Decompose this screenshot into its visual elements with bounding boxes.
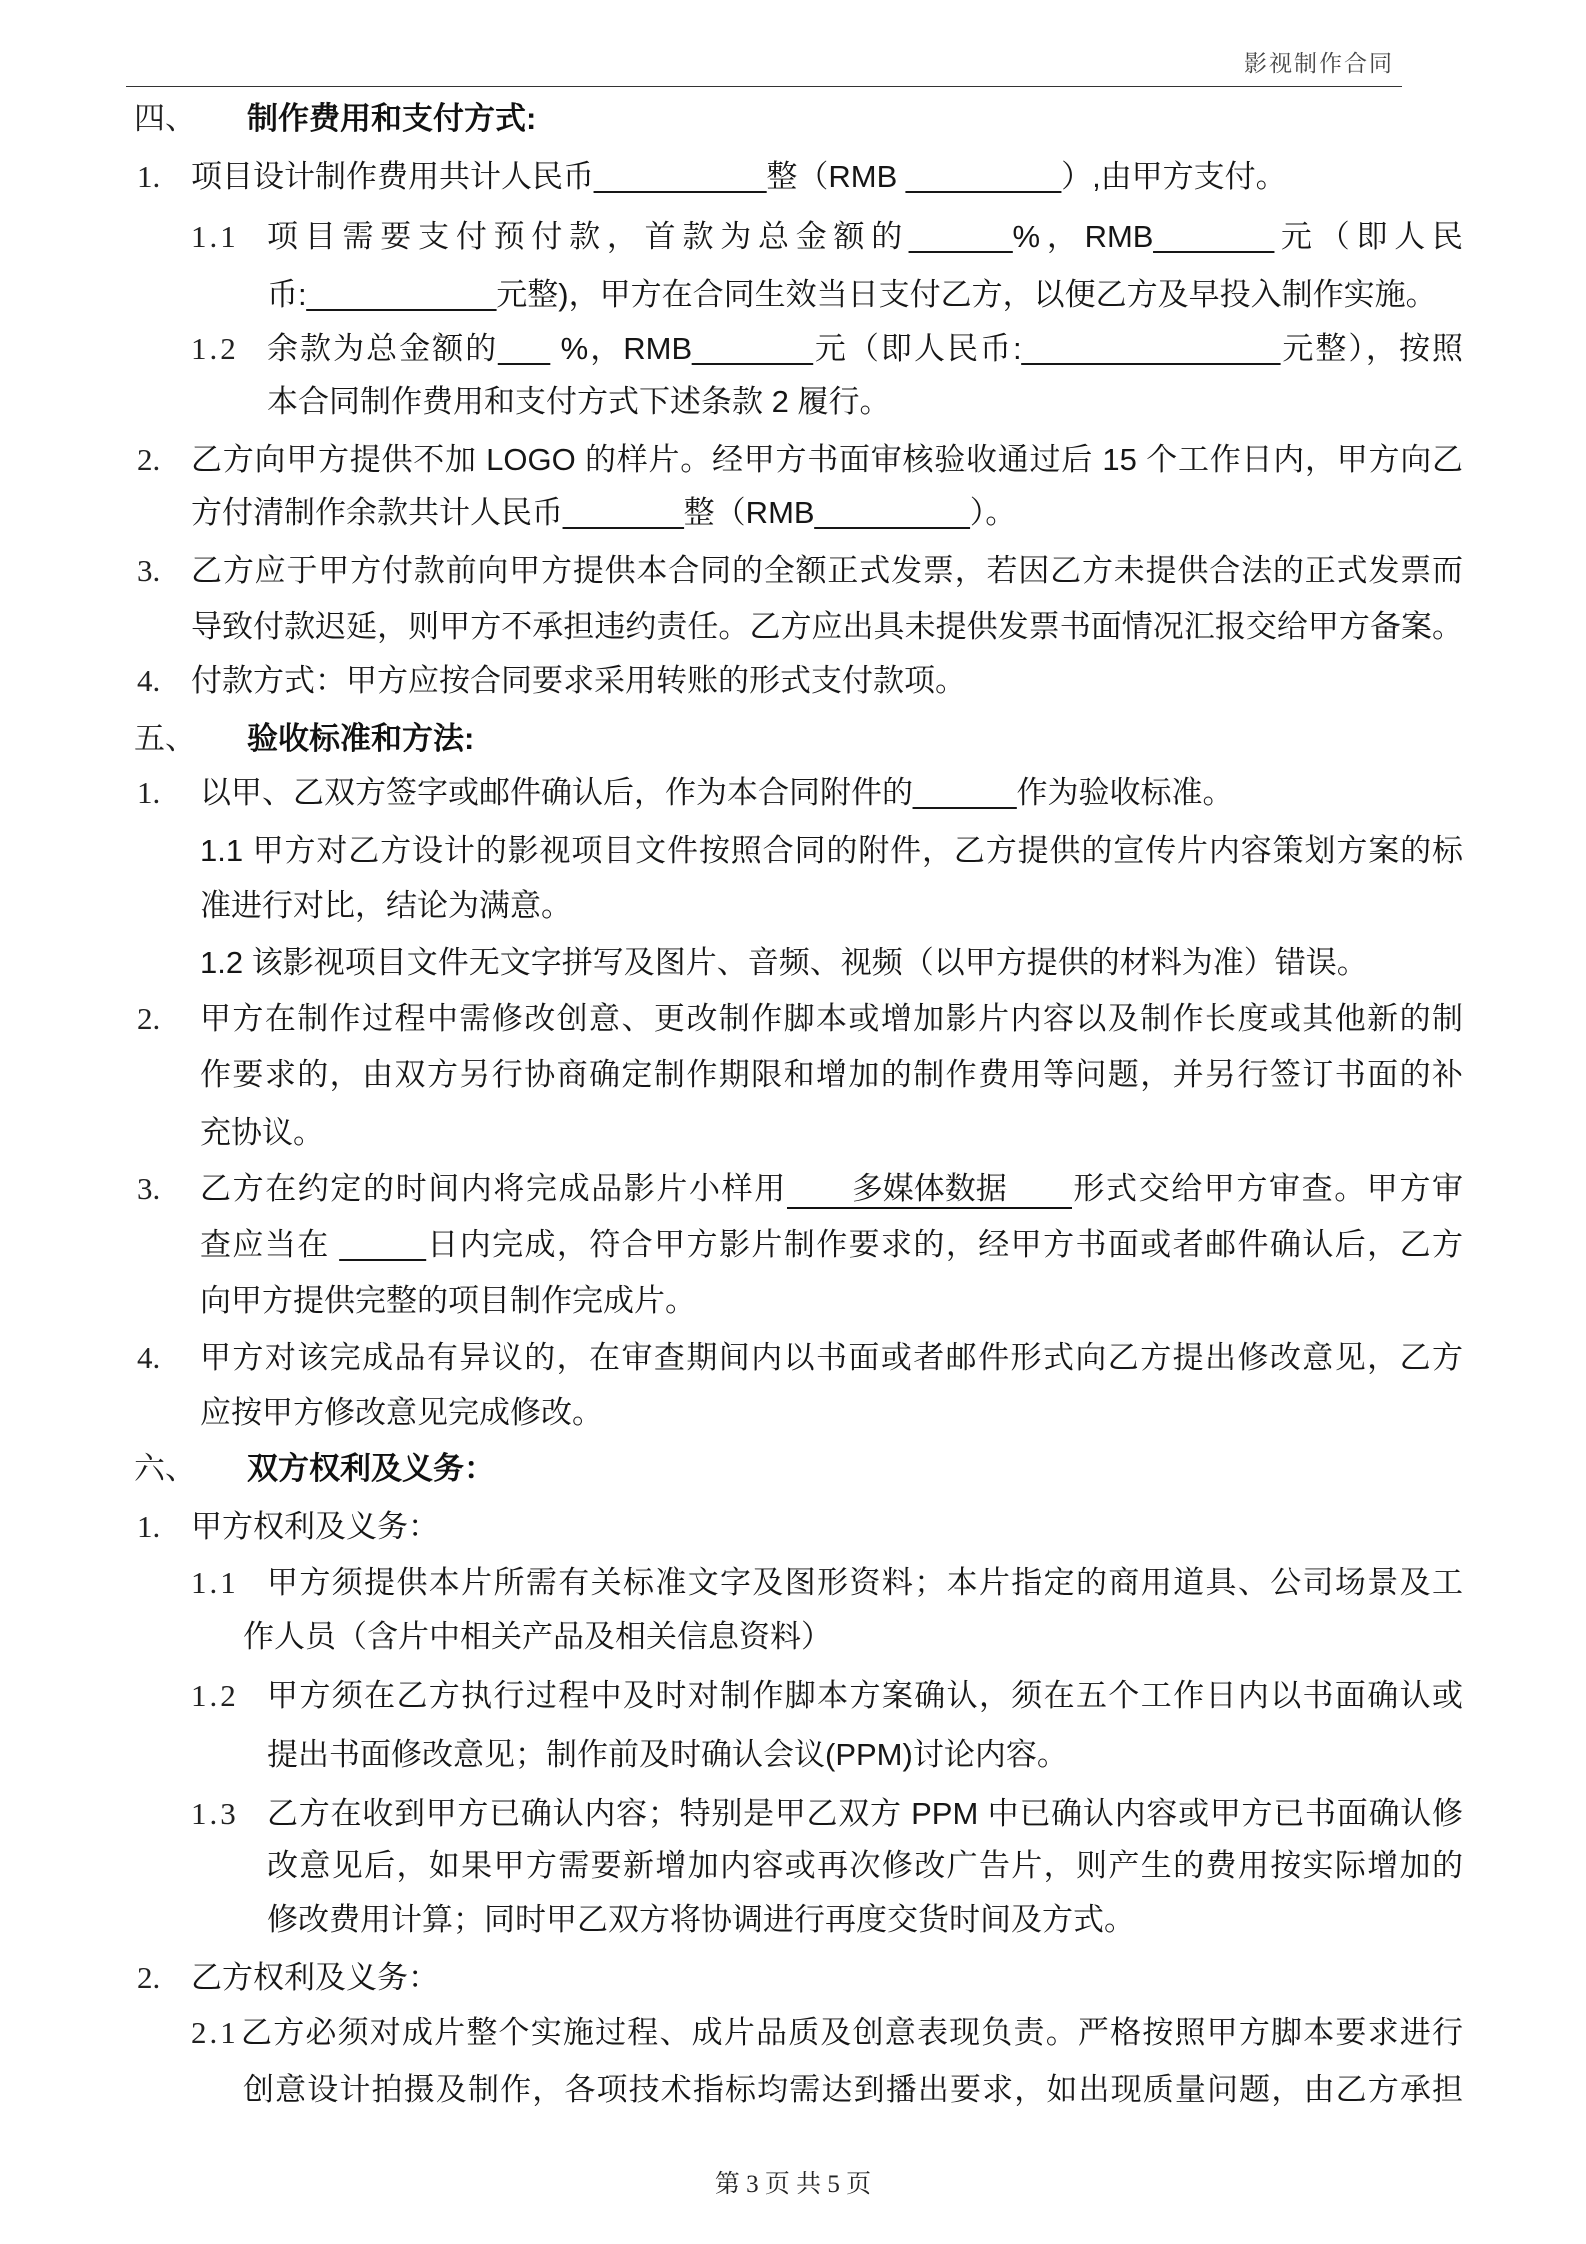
subclause-text-line: 1.2 该影视项目文件无文字拼写及图片、音频、视频（以甲方提供的材料为准）错误。 <box>200 945 1368 980</box>
subclause-text-line: 修改费用计算；同时甲乙双方将协调进行再度交货时间及方式。 <box>267 1902 1135 1937</box>
subclause-number: 1.2 <box>191 331 239 366</box>
clause-text-line <box>200 1167 1463 1211</box>
underlined-blank-fill: 多媒体数据 <box>787 1171 1072 1209</box>
subclause-number: 2.1 <box>191 2015 239 2050</box>
section-title: 制作费用和支付方式: <box>247 101 537 136</box>
clause-text-line: 方付清制作余款共计人民币_______整（RMB_________）。 <box>191 495 1017 530</box>
clause-text-line: 付款方式：甲方应按合同要求采用转账的形式支付款项。 <box>191 663 966 698</box>
clause-number: 1. <box>137 775 161 810</box>
clause-text-line: 导致付款迟延，则甲方不承担违约责任。乙方应出具未提供发票书面情况汇报交给甲方备案。 <box>191 609 1463 644</box>
section-number: 五、 <box>134 721 196 756</box>
subclause-text-line: 1.1 甲方对乙方设计的影视项目文件按照合同的附件，乙方提供的宣传片内容策划方案的标 <box>200 833 1463 868</box>
clause-text-segment: 乙方在约定的时间内将完成品影片小样用 <box>200 1171 787 1206</box>
subclause-text-line: 改意见后，如果甲方需要新增加内容或再次修改广告片，则产生的费用按实际增加的 <box>267 1848 1463 1883</box>
clause-text-segment: 形式交给甲方审查。甲方审 <box>1071 1171 1464 1206</box>
clause-text-line: 甲方对该完成品有异议的，在审查期间内以书面或者邮件形式向乙方提出修改意见，乙方 <box>200 1340 1463 1375</box>
clause-text-line: 乙方权利及义务： <box>191 1960 439 1995</box>
subclause-text-line: 余款为总金额的___ %，RMB_______元（即人民币:_______________元整），按照 <box>267 331 1463 366</box>
subclause-text-line: 甲方须提供本片所需有关标准文字及图形资料；本片指定的商用道具、公司场景及工 <box>267 1565 1463 1600</box>
clause-number: 2. <box>137 1001 161 1036</box>
clause-text-line: 充协议。 <box>200 1115 324 1150</box>
subclause-text-line: 作人员（含片中相关产品及相关信息资料） <box>243 1619 832 1654</box>
subclause-text-line: 创意设计拍摄及制作，各项技术指标均需达到播出要求，如出现质量问题，由乙方承担 <box>243 2072 1463 2107</box>
clause-text-line: 乙方向甲方提供不加 LOGO 的样片。经甲方书面审核验收通过后 15 个工作日内，甲方向乙 <box>191 442 1463 477</box>
running-header-title: 影视制作合同 <box>1244 51 1394 76</box>
subclause-text-line: 乙方必须对成片整个实施过程、成片品质及创意表现负责。严格按照甲方脚本要求进行 <box>241 2015 1463 2050</box>
clause-text-line: 项目设计制作费用共计人民币__________整（RMB _________）,由甲方支付。 <box>191 159 1287 194</box>
clause-number: 3. <box>137 553 161 588</box>
clause-number: 1. <box>137 159 161 194</box>
clause-number: 2. <box>137 442 161 477</box>
clause-number: 4. <box>137 1340 161 1375</box>
page-number-footer: 第 3 页 共 5 页 <box>714 2171 872 2198</box>
header-rule <box>126 86 1402 87</box>
section-title: 双方权利及义务： <box>247 1451 495 1486</box>
clause-text-line: 甲方权利及义务： <box>191 1509 439 1544</box>
clause-number: 2. <box>137 1960 161 1995</box>
subclause-text-line: 币:___________元整)，甲方在合同生效当日支付乙方，以便乙方及早投入制作实施。 <box>267 277 1437 312</box>
clause-text-line: 应按甲方修改意见完成修改。 <box>200 1395 603 1430</box>
subclause-text-line: 甲方须在乙方执行过程中及时对制作脚本方案确认，须在五个工作日内以书面确认或 <box>267 1678 1463 1713</box>
clause-text-line: 向甲方提供完整的项目制作完成片。 <box>200 1283 696 1318</box>
clause-text-line: 作要求的，由双方另行协商确定制作期限和增加的制作费用等问题，并另行签订书面的补 <box>200 1057 1463 1092</box>
subclause-number: 1.2 <box>191 1678 239 1713</box>
clause-text-line: 甲方在制作过程中需修改创意、更改制作脚本或增加影片内容以及制作长度或其他新的制 <box>200 1001 1463 1036</box>
section-number: 六、 <box>134 1451 196 1486</box>
subclause-text-line: 乙方在收到甲方已确认内容；特别是甲乙双方 PPM 中已确认内容或甲方已书面确认修 <box>267 1796 1463 1831</box>
clause-text-line: 以甲、乙双方签字或邮件确认后，作为本合同附件的______作为验收标准。 <box>200 775 1234 810</box>
clause-number: 4. <box>137 663 161 698</box>
section-number: 四、 <box>134 101 196 136</box>
subclause-text-line: 项目需要支付预付款，首款为总金额的______%，RMB_______元（即人民 <box>267 219 1463 254</box>
clause-number: 1. <box>137 1509 161 1544</box>
subclause-number: 1.3 <box>191 1796 239 1831</box>
subclause-text-line: 本合同制作费用和支付方式下述条款 2 履行。 <box>267 384 891 419</box>
clause-text-line: 查应当在 _____日内完成，符合甲方影片制作要求的，经甲方书面或者邮件确认后，乙方 <box>200 1227 1464 1262</box>
subclause-text-line: 准进行对比，结论为满意。 <box>200 888 572 923</box>
section-title: 验收标准和方法: <box>247 721 475 756</box>
subclause-number: 1.1 <box>191 1565 239 1600</box>
subclause-number: 1.1 <box>191 219 239 254</box>
subclause-text-line: 提出书面修改意见；制作前及时确认会议(PPM)讨论内容。 <box>267 1737 1068 1772</box>
clause-text-line: 乙方应于甲方付款前向甲方提供本合同的全额正式发票，若因乙方未提供合法的正式发票而 <box>191 553 1463 588</box>
clause-number: 3. <box>137 1171 161 1206</box>
